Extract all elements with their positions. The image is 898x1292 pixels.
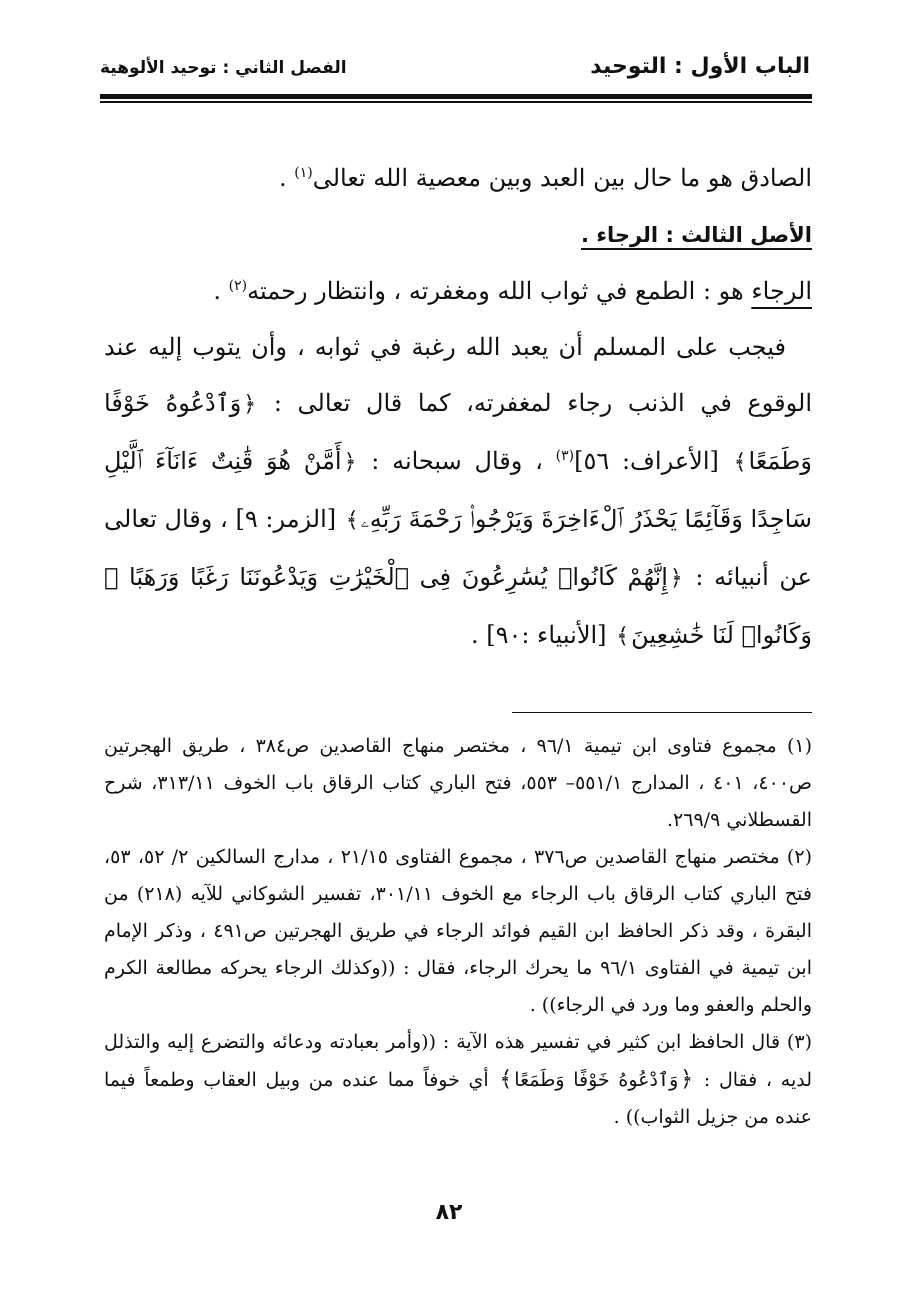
footnotes bbox=[104, 728, 812, 1136]
quran-bracket-open: ﴿ bbox=[680, 1067, 694, 1092]
paragraph-1-text: الصادق هو ما حال بين العبد وبين معصية الله تعالى bbox=[312, 164, 812, 192]
verse-ref-2: [الزمر: ٩] bbox=[235, 505, 344, 533]
quran-verse-1: وَٱدْعُوهُ خَوْفًا وَطَمَعًا bbox=[104, 389, 812, 475]
footnote-3-a: (٣) قال الحافظ ابن كثير في تفسير هذه الآية : ((وأمر بعبادته ودعائه والتضرع إليه والتذلل لديه ، فقال : bbox=[104, 1031, 812, 1091]
section-title-paragraph bbox=[104, 206, 812, 263]
section-title: الأصل الثالث : الرجاء . bbox=[580, 223, 812, 247]
paragraph-2-end: . bbox=[213, 277, 229, 305]
main-text bbox=[104, 150, 812, 665]
quran-bracket-open: ﴿ bbox=[343, 450, 357, 475]
footnote-ref-2: (٢) bbox=[228, 278, 248, 294]
header-rule-thin bbox=[100, 101, 812, 103]
footnote-ref-3: (٣) bbox=[555, 448, 575, 464]
chapter-title: الباب الأول : التوحيد bbox=[590, 54, 810, 79]
quran-bracket-open: ﴿ bbox=[669, 566, 683, 591]
quran-bracket-close: ﴾ bbox=[345, 508, 359, 533]
footnote-ref-1: (١) bbox=[294, 165, 313, 181]
paragraph-3-c: ، وقال تعالى عن أنبيائه : bbox=[104, 505, 812, 591]
paragraph-1-end: . bbox=[278, 164, 295, 192]
paragraph-3-b: ، وقال سبحانه : bbox=[358, 447, 556, 475]
quran-bracket-close: ﴾ bbox=[616, 624, 630, 649]
paragraph-2-text: هو : الطمع في ثواب الله ومغفرته ، وانتظار رحمته bbox=[247, 277, 752, 305]
footnote-2: (٢) مختصر منهاج القاصدين ص٣٧٦ ، مجموع الفتاوى ٢١/١٥ ، مدارج السالكين ٢/ ٥٢، ٥٣، فتح الباري كتاب الرقاق باب الرجاء مع الخوف ٣٠١/١١، تفسير الشوكاني للآيه (٢١٨) من البقرة ، وقد ذكر الحافظ ابن القيم فوائد الرجاء في طريق الهجرتين ص٤٩١ ، وذكر الإمام ابن تيمية في الفتاوى ٩٦/١ ما يحرك الرجاء، فقال : ((وكذلك الرجاء يحركه مطالعة الكرم والحلم والعفو وما ورد في الرجاء)) . bbox=[104, 846, 813, 1016]
page-number: ٨٢ bbox=[435, 1200, 463, 1225]
section-heading: الفصل الثاني : توحيد الألوهية bbox=[100, 58, 347, 78]
footnote-separator bbox=[512, 712, 812, 713]
verse-ref-3: [الأنبياء :٩٠] . bbox=[470, 621, 615, 649]
paragraph-1 bbox=[104, 150, 812, 206]
header-rule-thick bbox=[100, 94, 812, 99]
quran-bracket-close: ﴾ bbox=[499, 1067, 513, 1092]
running-header bbox=[100, 48, 810, 88]
quran-bracket-open: ﴿ bbox=[243, 392, 257, 417]
paragraph-2 bbox=[104, 263, 812, 319]
footnote-1: (١) مجموع فتاوى ابن تيمية ٩٦/١ ، مختصر منهاج القاصدين ص٣٨٤ ، طريق الهجرتين ص٤٠٠، ٤٠١ ، المدارج ٥٥١/١– ٥٥٣، فتح الباري كتاب الرقاق باب الخوف ٣١٣/١١، شرح القسطلاني ٢٦٩/٩. bbox=[104, 735, 813, 831]
paragraph-3-a: فيجب على المسلم أن يعبد الله رغبة في ثوابه ، وأن يتوب إليه عند الوقوع في الذنب رجاء لمغفرته، كما قال تعالى : bbox=[104, 333, 813, 417]
quran-bracket-close: ﴾ bbox=[733, 450, 747, 475]
defined-term: الرجاء bbox=[751, 277, 812, 305]
quran-verse-2: أَمَّنْ هُوَ قَٰنِتٌ ءَانَآءَ ٱلَّيْلِ سَاجِدًا وَقَآئِمًا يَحْذَرُ ٱلْءَاخِرَةَ وَيَرْجُوا۟ رَحْمَةَ رَبِّهِۦ bbox=[104, 447, 812, 533]
footnote-3-verse: وَٱدْعُوهُ خَوْفًا وَطَمَعًا bbox=[514, 1069, 679, 1091]
footnote-3 bbox=[104, 1024, 812, 1136]
paragraph-3 bbox=[104, 319, 812, 665]
footnote-3-b: أي خوفاً مما عنده من وبيل العقاب وطمعاً فيما عنده من جزيل الثواب)) . bbox=[104, 1069, 812, 1128]
quran-verse-3: إِنَّهُمْ كَانُوا۟ يُسَٰرِعُونَ فِى ٱلْخَيْرَٰتِ وَيَدْعُونَنَا رَغَبًا وَرَهَبًا ۖ وَكَانُوا۟ لَنَا خَٰشِعِينَ bbox=[104, 563, 812, 649]
verse-ref-1: [الأعراف: ٥٦] bbox=[574, 447, 732, 475]
